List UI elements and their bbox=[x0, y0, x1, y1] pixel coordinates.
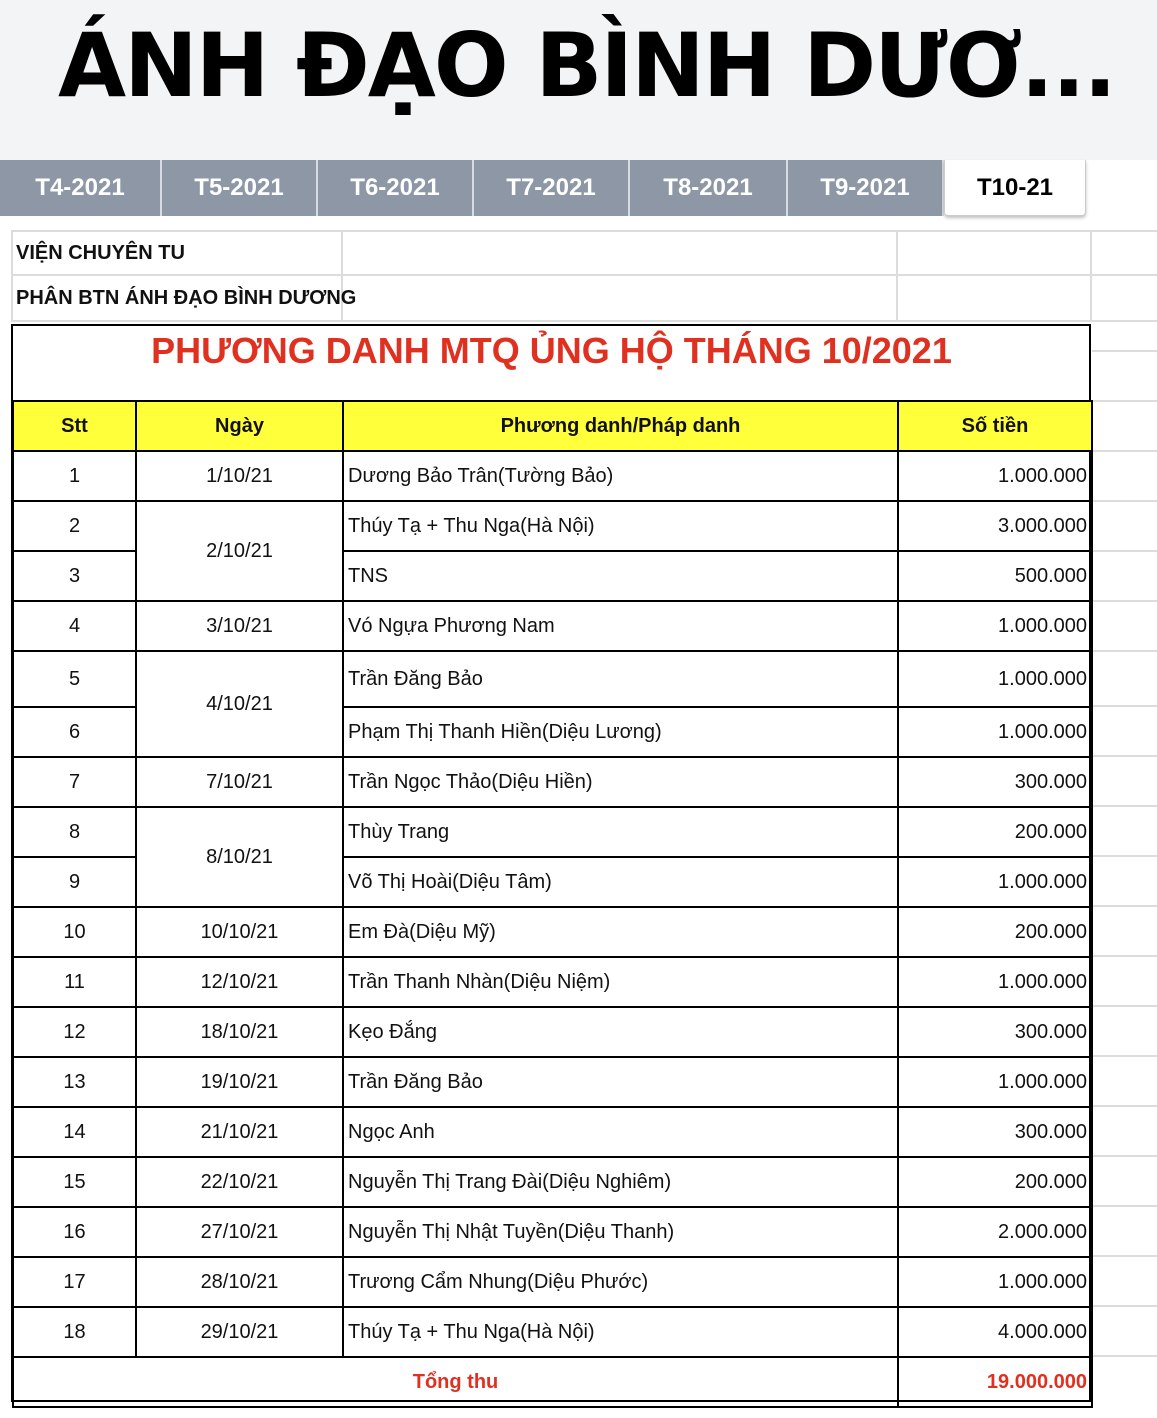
cell-stt[interactable]: 2 bbox=[13, 501, 136, 551]
column-header-name[interactable]: Phương danh/Pháp danh bbox=[343, 401, 898, 451]
cell-stt[interactable]: 13 bbox=[13, 1057, 136, 1107]
cell-name[interactable]: Ngọc Anh bbox=[343, 1107, 898, 1157]
cell-stt[interactable]: 9 bbox=[13, 857, 136, 907]
org-branch: PHÂN BTN ÁNH ĐẠO BÌNH DƯƠNG bbox=[16, 287, 357, 309]
cell-amount[interactable]: 1.000.000 bbox=[898, 651, 1092, 707]
document-title: ÁNH ĐẠO BÌNH DƯƠ... bbox=[58, 14, 1115, 117]
cell-date[interactable]: 1/10/21 bbox=[136, 451, 343, 501]
cell-amount[interactable]: 4.000.000 bbox=[898, 1307, 1092, 1357]
cell-date[interactable]: 29/10/21 bbox=[136, 1307, 343, 1357]
table-row bbox=[13, 907, 1092, 957]
table-row bbox=[13, 957, 1092, 1007]
table-row bbox=[13, 451, 1092, 501]
tab-t7-2021[interactable]: T7-2021 bbox=[474, 160, 630, 216]
cell-stt[interactable]: 15 bbox=[13, 1157, 136, 1207]
cell-name[interactable]: Trần Thanh Nhàn(Diệu Niệm) bbox=[343, 957, 898, 1007]
cell-name[interactable]: Em Đà(Diệu Mỹ) bbox=[343, 907, 898, 957]
cell-name[interactable]: Trần Ngọc Thảo(Diệu Hiền) bbox=[343, 757, 898, 807]
sheet-title: PHƯƠNG DANH MTQ ỦNG HỘ THÁNG 10/2021 bbox=[151, 330, 952, 371]
cell-date[interactable]: 27/10/21 bbox=[136, 1207, 343, 1257]
cell-date[interactable]: 19/10/21 bbox=[136, 1057, 343, 1107]
cell-amount[interactable]: 1.000.000 bbox=[898, 707, 1092, 757]
column-header-stt[interactable]: Stt bbox=[13, 401, 136, 451]
table-row bbox=[13, 1057, 1092, 1107]
cell-stt[interactable]: 17 bbox=[13, 1257, 136, 1307]
cell-amount[interactable]: 3.000.000 bbox=[898, 501, 1092, 551]
cell-amount[interactable]: 1.000.000 bbox=[898, 601, 1092, 651]
cell-stt[interactable]: 1 bbox=[13, 451, 136, 501]
table-row bbox=[13, 501, 1092, 551]
cell-stt[interactable]: 8 bbox=[13, 807, 136, 857]
cell-name[interactable]: Trần Đăng Bảo bbox=[343, 651, 898, 707]
cell-amount[interactable]: 200.000 bbox=[898, 1157, 1092, 1207]
table-row bbox=[13, 1207, 1092, 1257]
total-label[interactable]: Tổng thu bbox=[13, 1357, 898, 1407]
cell-stt[interactable]: 7 bbox=[13, 757, 136, 807]
donor-table bbox=[12, 400, 1093, 1408]
cell-name[interactable]: Võ Thị Hoài(Diệu Tâm) bbox=[343, 857, 898, 907]
cell-amount[interactable]: 1.000.000 bbox=[898, 957, 1092, 1007]
cell-date[interactable]: 18/10/21 bbox=[136, 1007, 343, 1057]
cell-amount[interactable]: 500.000 bbox=[898, 551, 1092, 601]
cell-stt[interactable]: 3 bbox=[13, 551, 136, 601]
cell-name[interactable]: Thùy Trang bbox=[343, 807, 898, 857]
cell-name[interactable]: Trương Cẩm Nhung(Diệu Phước) bbox=[343, 1257, 898, 1307]
table-row bbox=[13, 1257, 1092, 1307]
cell-date[interactable]: 10/10/21 bbox=[136, 907, 343, 957]
cell-date[interactable]: 22/10/21 bbox=[136, 1157, 343, 1207]
cell-amount[interactable]: 1.000.000 bbox=[898, 451, 1092, 501]
table-row bbox=[13, 807, 1092, 857]
cell-name[interactable]: Thúy Tạ + Thu Nga(Hà Nội) bbox=[343, 501, 898, 551]
cell-stt[interactable]: 12 bbox=[13, 1007, 136, 1057]
cell-date[interactable]: 8/10/21 bbox=[136, 807, 343, 907]
cell-amount[interactable]: 2.000.000 bbox=[898, 1207, 1092, 1257]
tab-t5-2021[interactable]: T5-2021 bbox=[162, 160, 318, 216]
table-row bbox=[13, 1307, 1092, 1357]
cell-date[interactable]: 4/10/21 bbox=[136, 651, 343, 757]
table-row bbox=[13, 1107, 1092, 1157]
cell-amount[interactable]: 1.000.000 bbox=[898, 857, 1092, 907]
cell-stt[interactable]: 6 bbox=[13, 707, 136, 757]
cell-date[interactable]: 7/10/21 bbox=[136, 757, 343, 807]
table-header-row bbox=[13, 401, 1092, 451]
cell-stt[interactable]: 16 bbox=[13, 1207, 136, 1257]
cell-name[interactable]: Kẹo Đắng bbox=[343, 1007, 898, 1057]
cell-name[interactable]: Nguyễn Thị Nhật Tuyền(Diệu Thanh) bbox=[343, 1207, 898, 1257]
column-header-amount[interactable]: Số tiền bbox=[898, 401, 1092, 451]
total-value[interactable]: 19.000.000 bbox=[898, 1357, 1092, 1407]
cell-amount[interactable]: 1.000.000 bbox=[898, 1257, 1092, 1307]
cell-name[interactable]: TNS bbox=[343, 551, 898, 601]
cell-stt[interactable]: 5 bbox=[13, 651, 136, 707]
header-bar bbox=[0, 0, 1157, 160]
cell-amount[interactable]: 300.000 bbox=[898, 1007, 1092, 1057]
cell-date[interactable]: 3/10/21 bbox=[136, 601, 343, 651]
tab-t4-2021[interactable]: T4-2021 bbox=[0, 160, 162, 216]
cell-date[interactable]: 12/10/21 bbox=[136, 957, 343, 1007]
tab-t10-21[interactable]: T10-21 bbox=[944, 160, 1086, 216]
cell-amount[interactable]: 300.000 bbox=[898, 1107, 1092, 1157]
cell-name[interactable]: Nguyễn Thị Trang Đài(Diệu Nghiêm) bbox=[343, 1157, 898, 1207]
tab-t6-2021[interactable]: T6-2021 bbox=[318, 160, 474, 216]
cell-amount[interactable]: 1.000.000 bbox=[898, 1057, 1092, 1107]
tab-t9-2021[interactable]: T9-2021 bbox=[788, 160, 944, 216]
cell-stt[interactable]: 11 bbox=[13, 957, 136, 1007]
cell-stt[interactable]: 10 bbox=[13, 907, 136, 957]
cell-stt[interactable]: 14 bbox=[13, 1107, 136, 1157]
cell-stt[interactable]: 18 bbox=[13, 1307, 136, 1357]
table-row bbox=[13, 1007, 1092, 1057]
total-row bbox=[13, 1357, 1092, 1407]
cell-date[interactable]: 21/10/21 bbox=[136, 1107, 343, 1157]
cell-stt[interactable]: 4 bbox=[13, 601, 136, 651]
tab-t8-2021[interactable]: T8-2021 bbox=[630, 160, 788, 216]
cell-name[interactable]: Dương Bảo Trân(Tường Bảo) bbox=[343, 451, 898, 501]
column-header-date[interactable]: Ngày bbox=[136, 401, 343, 451]
cell-name[interactable]: Trần Đăng Bảo bbox=[343, 1057, 898, 1107]
cell-amount[interactable]: 200.000 bbox=[898, 807, 1092, 857]
cell-name[interactable]: Vó Ngựa Phương Nam bbox=[343, 601, 898, 651]
table-row bbox=[13, 1157, 1092, 1207]
table-row bbox=[13, 651, 1092, 707]
table-row bbox=[13, 601, 1092, 651]
cell-name[interactable]: Phạm Thị Thanh Hiền(Diệu Lương) bbox=[343, 707, 898, 757]
cell-date[interactable]: 2/10/21 bbox=[136, 501, 343, 601]
org-name: VIỆN CHUYÊN TU bbox=[16, 242, 185, 264]
cell-amount[interactable]: 200.000 bbox=[898, 907, 1092, 957]
sheet-tabs bbox=[0, 160, 1157, 218]
cell-date[interactable]: 28/10/21 bbox=[136, 1257, 343, 1307]
cell-name[interactable]: Thúy Tạ + Thu Nga(Hà Nội) bbox=[343, 1307, 898, 1357]
table-row bbox=[13, 757, 1092, 807]
cell-amount[interactable]: 300.000 bbox=[898, 757, 1092, 807]
